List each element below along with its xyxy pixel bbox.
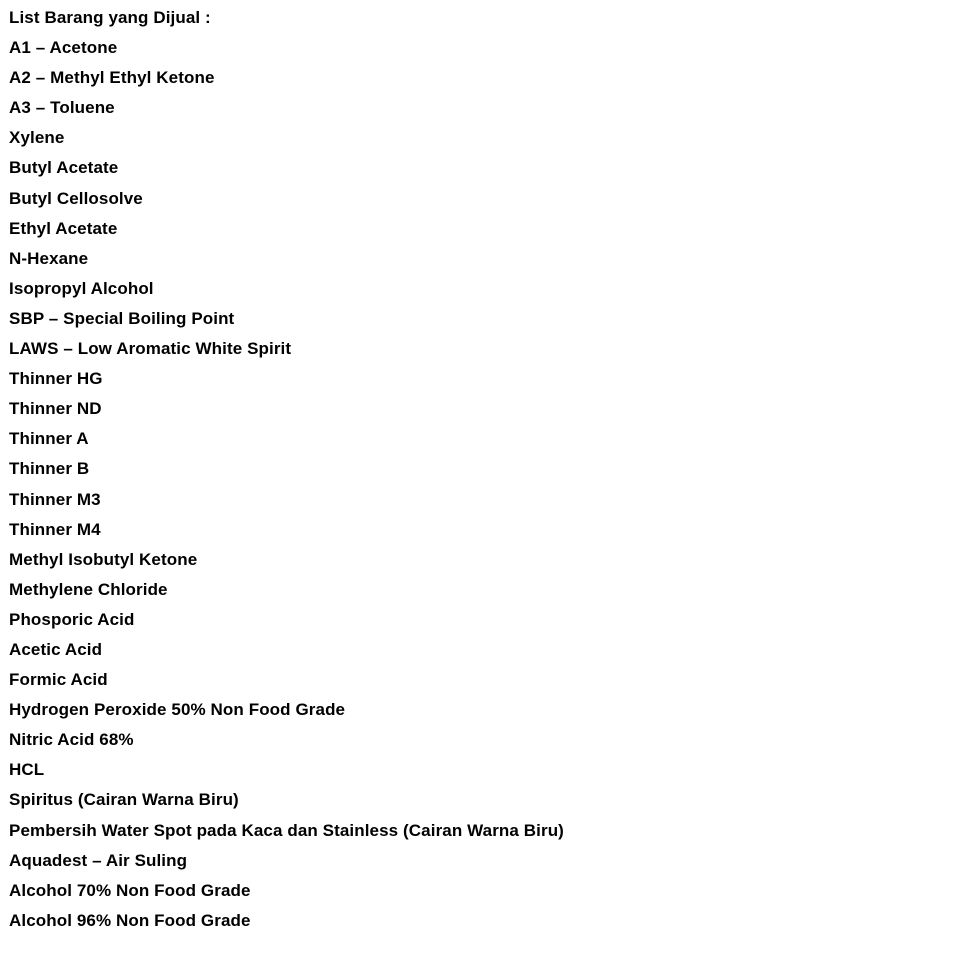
product-list bbox=[9, 33, 958, 936]
list-item: Methyl Isobutyl Ketone bbox=[9, 549, 198, 569]
list-item: A3 – Toluene bbox=[9, 98, 115, 118]
list-item: Xylene bbox=[9, 128, 65, 148]
list-item: Thinner ND bbox=[9, 399, 102, 419]
list-item: Isopropyl Alcohol bbox=[9, 278, 154, 298]
list-item: Thinner A bbox=[9, 429, 89, 449]
list-item: Aquadest – Air Suling bbox=[9, 850, 188, 870]
list-item: Formic Acid bbox=[9, 670, 108, 690]
list-item: Spiritus (Cairan Warna Biru) bbox=[9, 790, 239, 810]
list-item: Thinner HG bbox=[9, 369, 103, 389]
list-item: Butyl Acetate bbox=[9, 158, 119, 178]
list-item: Thinner M4 bbox=[9, 519, 101, 539]
list-item: Alcohol 96% Non Food Grade bbox=[9, 910, 251, 930]
list-item: Hydrogen Peroxide 50% Non Food Grade bbox=[9, 700, 346, 720]
list-item: Methylene Chloride bbox=[9, 579, 168, 599]
list-item: Thinner B bbox=[9, 459, 90, 479]
list-item: A1 – Acetone bbox=[9, 38, 118, 58]
list-item: Phosporic Acid bbox=[9, 609, 135, 629]
list-item: HCL bbox=[9, 760, 45, 780]
list-item: Pembersih Water Spot pada Kaca dan Stainless (Cairan Warna Biru) bbox=[9, 820, 564, 840]
list-title: List Barang yang Dijual : bbox=[9, 8, 211, 27]
list-item: Ethyl Acetate bbox=[9, 218, 118, 238]
list-item: Thinner M3 bbox=[9, 489, 101, 509]
list-item: SBP – Special Boiling Point bbox=[9, 308, 235, 328]
list-item: Butyl Cellosolve bbox=[9, 188, 143, 208]
list-item: Alcohol 70% Non Food Grade bbox=[9, 880, 251, 900]
list-item: Nitric Acid 68% bbox=[9, 730, 134, 750]
list-item: LAWS – Low Aromatic White Spirit bbox=[9, 339, 292, 359]
list-item: A2 – Methyl Ethyl Ketone bbox=[9, 68, 215, 88]
list-item: Acetic Acid bbox=[9, 639, 103, 659]
list-item: N-Hexane bbox=[9, 248, 89, 268]
